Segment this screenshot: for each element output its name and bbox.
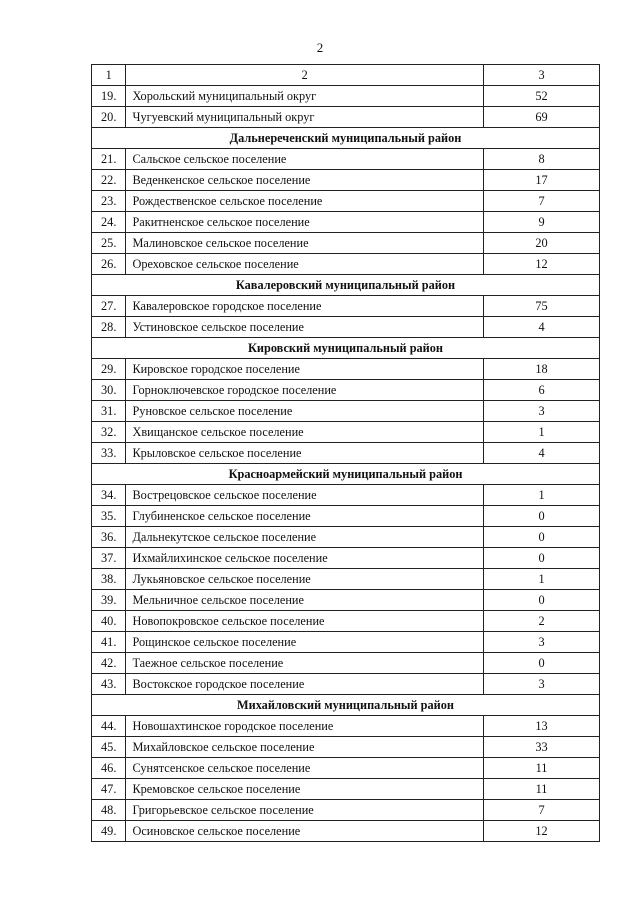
row-number: 31. — [92, 401, 126, 422]
settlement-name: Сунятсенское сельское поселение — [126, 758, 484, 779]
settlement-name: Востокское городское поселение — [126, 674, 484, 695]
row-number: 29. — [92, 359, 126, 380]
section-title: Дальнереченский муниципальный район — [92, 128, 600, 149]
row-number: 47. — [92, 779, 126, 800]
row-value: 0 — [484, 506, 600, 527]
row-number: 19. — [92, 86, 126, 107]
row-number: 33. — [92, 443, 126, 464]
section-title: Кавалеровский муниципальный район — [92, 275, 600, 296]
header-col-1: 1 — [92, 65, 126, 86]
section-title: Красноармейский муниципальный район — [92, 464, 600, 485]
table-row — [92, 800, 600, 821]
settlement-name: Осиновское сельское поселение — [126, 821, 484, 842]
row-value: 4 — [484, 443, 600, 464]
table-row — [92, 506, 600, 527]
row-number: 34. — [92, 485, 126, 506]
row-value: 0 — [484, 548, 600, 569]
row-value: 17 — [484, 170, 600, 191]
table-row — [92, 296, 600, 317]
row-value: 1 — [484, 569, 600, 590]
table-row — [92, 527, 600, 548]
settlement-name: Ракитненское сельское поселение — [126, 212, 484, 233]
row-number: 36. — [92, 527, 126, 548]
table-row — [92, 611, 600, 632]
section-row — [92, 464, 600, 485]
settlement-name: Ореховское сельское поселение — [126, 254, 484, 275]
table-row — [92, 359, 600, 380]
row-value: 3 — [484, 632, 600, 653]
table-row — [92, 212, 600, 233]
row-value: 20 — [484, 233, 600, 254]
row-value: 18 — [484, 359, 600, 380]
row-value: 2 — [484, 611, 600, 632]
settlement-name: Малиновское сельское поселение — [126, 233, 484, 254]
settlement-name: Кировское городское поселение — [126, 359, 484, 380]
settlement-name: Устиновское сельское поселение — [126, 317, 484, 338]
row-value: 7 — [484, 800, 600, 821]
row-number: 30. — [92, 380, 126, 401]
row-number: 25. — [92, 233, 126, 254]
row-number: 42. — [92, 653, 126, 674]
table-header-row — [92, 65, 600, 86]
table-row — [92, 653, 600, 674]
table-row — [92, 422, 600, 443]
row-value: 52 — [484, 86, 600, 107]
settlement-name: Сальское сельское поселение — [126, 149, 484, 170]
row-value: 0 — [484, 590, 600, 611]
table-row — [92, 590, 600, 611]
section-row — [92, 128, 600, 149]
table-row — [92, 170, 600, 191]
settlement-name: Горноключевское городское поселение — [126, 380, 484, 401]
settlements-table — [91, 64, 600, 842]
row-number: 46. — [92, 758, 126, 779]
table-row — [92, 737, 600, 758]
settlement-name: Крыловское сельское поселение — [126, 443, 484, 464]
settlement-name: Таежное сельское поселение — [126, 653, 484, 674]
row-value: 11 — [484, 758, 600, 779]
row-number: 38. — [92, 569, 126, 590]
row-value: 9 — [484, 212, 600, 233]
row-number: 27. — [92, 296, 126, 317]
section-row — [92, 695, 600, 716]
table-row — [92, 401, 600, 422]
row-number: 39. — [92, 590, 126, 611]
settlement-name: Кремовское сельское поселение — [126, 779, 484, 800]
settlement-name: Мельничное сельское поселение — [126, 590, 484, 611]
row-value: 13 — [484, 716, 600, 737]
row-value: 8 — [484, 149, 600, 170]
row-value: 69 — [484, 107, 600, 128]
row-number: 45. — [92, 737, 126, 758]
settlement-name: Глубиненское сельское поселение — [126, 506, 484, 527]
row-value: 33 — [484, 737, 600, 758]
table-row — [92, 149, 600, 170]
row-value: 0 — [484, 527, 600, 548]
row-number: 32. — [92, 422, 126, 443]
settlement-name: Вострецовское сельское поселение — [126, 485, 484, 506]
table-row — [92, 443, 600, 464]
table-row — [92, 548, 600, 569]
row-number: 28. — [92, 317, 126, 338]
row-value: 12 — [484, 821, 600, 842]
settlement-name: Новошахтинское городское поселение — [126, 716, 484, 737]
section-row — [92, 275, 600, 296]
table-row — [92, 86, 600, 107]
row-value: 11 — [484, 779, 600, 800]
row-value: 0 — [484, 653, 600, 674]
row-number: 37. — [92, 548, 126, 569]
table-row — [92, 779, 600, 800]
table-row — [92, 821, 600, 842]
row-number: 48. — [92, 800, 126, 821]
row-number: 43. — [92, 674, 126, 695]
settlement-name: Лукьяновское сельское поселение — [126, 569, 484, 590]
row-value: 6 — [484, 380, 600, 401]
table-row — [92, 569, 600, 590]
settlement-name: Хорольский муниципальный округ — [126, 86, 484, 107]
row-number: 26. — [92, 254, 126, 275]
settlement-name: Рощинское сельское поселение — [126, 632, 484, 653]
table-row — [92, 233, 600, 254]
table-row — [92, 191, 600, 212]
table-row — [92, 317, 600, 338]
header-col-2: 2 — [126, 65, 484, 86]
settlement-name: Чугуевский муниципальный округ — [126, 107, 484, 128]
row-number: 22. — [92, 170, 126, 191]
row-value: 1 — [484, 422, 600, 443]
table-row — [92, 107, 600, 128]
row-number: 35. — [92, 506, 126, 527]
table-row — [92, 254, 600, 275]
row-value: 7 — [484, 191, 600, 212]
row-number: 21. — [92, 149, 126, 170]
row-value: 3 — [484, 401, 600, 422]
page-number: 2 — [316, 40, 324, 55]
row-number: 23. — [92, 191, 126, 212]
section-title: Михайловский муниципальный район — [92, 695, 600, 716]
table-row — [92, 716, 600, 737]
row-number: 40. — [92, 611, 126, 632]
settlement-name: Рождественское сельское поселение — [126, 191, 484, 212]
section-row — [92, 338, 600, 359]
settlement-name: Веденкенское сельское поселение — [126, 170, 484, 191]
table-body — [92, 65, 600, 842]
row-value: 3 — [484, 674, 600, 695]
settlement-name: Ихмайлихинское сельское поселение — [126, 548, 484, 569]
row-number: 20. — [92, 107, 126, 128]
table-row — [92, 485, 600, 506]
row-value: 4 — [484, 317, 600, 338]
settlement-name: Григорьевское сельское поселение — [126, 800, 484, 821]
settlement-name: Дальнекутское сельское поселение — [126, 527, 484, 548]
table-row — [92, 674, 600, 695]
settlement-name: Михайловское сельское поселение — [126, 737, 484, 758]
header-col-3: 3 — [484, 65, 600, 86]
settlement-name: Хвищанское сельское поселение — [126, 422, 484, 443]
table-row — [92, 632, 600, 653]
row-value: 1 — [484, 485, 600, 506]
row-number: 41. — [92, 632, 126, 653]
row-value: 75 — [484, 296, 600, 317]
table-row — [92, 380, 600, 401]
row-number: 44. — [92, 716, 126, 737]
row-number: 24. — [92, 212, 126, 233]
row-number: 49. — [92, 821, 126, 842]
row-value: 12 — [484, 254, 600, 275]
settlement-name: Новопокровское сельское поселение — [126, 611, 484, 632]
settlement-name: Кавалеровское городское поселение — [126, 296, 484, 317]
settlement-name: Руновское сельское поселение — [126, 401, 484, 422]
table-row — [92, 758, 600, 779]
section-title: Кировский муниципальный район — [92, 338, 600, 359]
